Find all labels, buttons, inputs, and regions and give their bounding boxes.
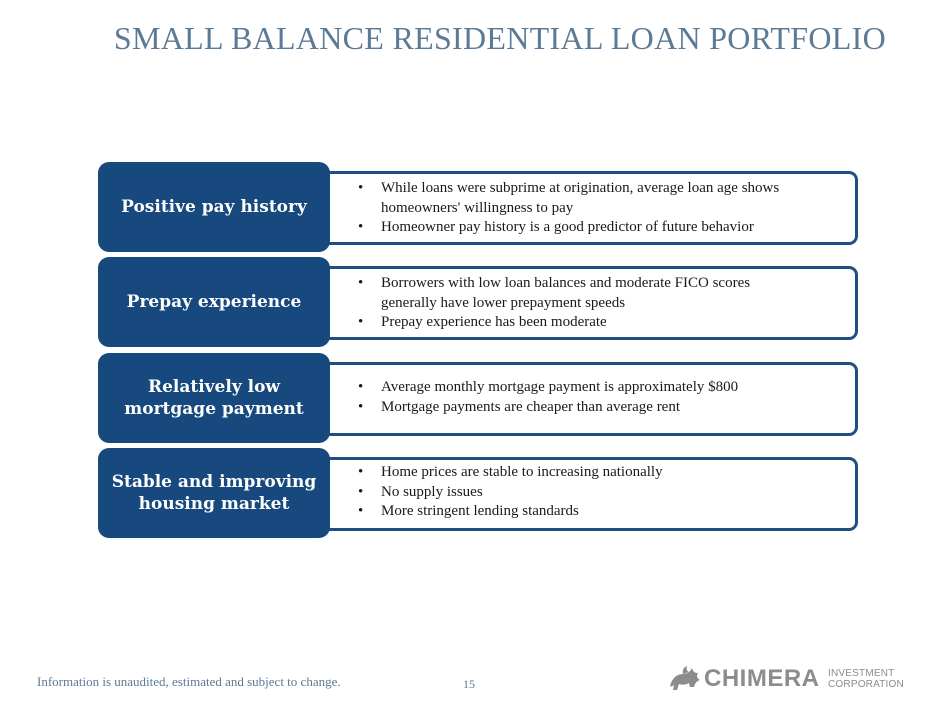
- bullet-item: [354, 378, 844, 398]
- bullet-line: • Prepay experience has been moderate: [381, 314, 607, 330]
- row-label: [98, 257, 330, 347]
- bullet-line: • Mortgage payments are cheaper than average rent: [381, 398, 681, 415]
- row-label-line: Positive pay history: [121, 197, 307, 217]
- bullet-line: • No supply issues: [381, 483, 483, 500]
- bullet-list: [354, 274, 844, 333]
- bullet-item: [354, 463, 844, 483]
- page-number: 15: [463, 677, 475, 691]
- row-label: [98, 353, 330, 443]
- row-label-line: housing market: [138, 494, 290, 514]
- bullet-item: [354, 218, 844, 238]
- bullet-item: [354, 398, 844, 418]
- feature-row-pay-history: [98, 162, 858, 252]
- bullet-line: • Homeowner pay history is a good predictor of future behavior: [381, 219, 754, 235]
- bullet-item: [354, 274, 844, 313]
- bullet-item: [354, 179, 844, 218]
- row-label-line: Relatively low: [147, 377, 281, 397]
- chimera-beast-icon: [668, 664, 702, 694]
- bullet-line: • More stringent lending standards: [381, 503, 579, 519]
- disclaimer-note: Information is unaudited, estimated and subject to change.: [37, 674, 341, 689]
- row-label: [98, 448, 330, 538]
- feature-row-prepay: [98, 257, 858, 347]
- page-title: SMALL BALANCE RESIDENTIAL LOAN PORTFOLIO: [113, 20, 886, 56]
- bullet-line: • Average monthly mortgage payment is approximately $800: [381, 379, 739, 395]
- bullet-item: [354, 502, 844, 522]
- company-logo: [668, 664, 912, 694]
- feature-row-housing-market: [98, 448, 858, 538]
- bullet-line: • While loans were subprime at origination, average loan age shows: [381, 180, 780, 196]
- bullet-item: [354, 313, 844, 333]
- bullet-line: • Home prices are stable to increasing nationally: [381, 464, 663, 480]
- bullet-list: [354, 378, 844, 417]
- bullet-list: [354, 463, 844, 522]
- bullet-line: generally have lower prepayment speeds: [381, 294, 626, 311]
- bullet-line: homeowners' willingness to pay: [381, 199, 574, 216]
- bullet-line: • Borrowers with low loan balances and moderate FICO scores: [381, 275, 751, 291]
- bullet-item: [354, 483, 844, 503]
- bullet-list: [354, 179, 844, 238]
- row-label: [98, 162, 330, 252]
- logo-subline-2: CORPORATION: [828, 679, 904, 690]
- row-label-line: Stable and improving: [111, 472, 317, 492]
- feature-row-mortgage-payment: [98, 353, 858, 443]
- row-label-line: Prepay experience: [126, 292, 302, 312]
- logo-subline-1: INVESTMENT: [828, 668, 895, 679]
- logo-wordmark: CHIMERA: [704, 665, 820, 692]
- row-label-line: mortgage payment: [124, 399, 304, 419]
